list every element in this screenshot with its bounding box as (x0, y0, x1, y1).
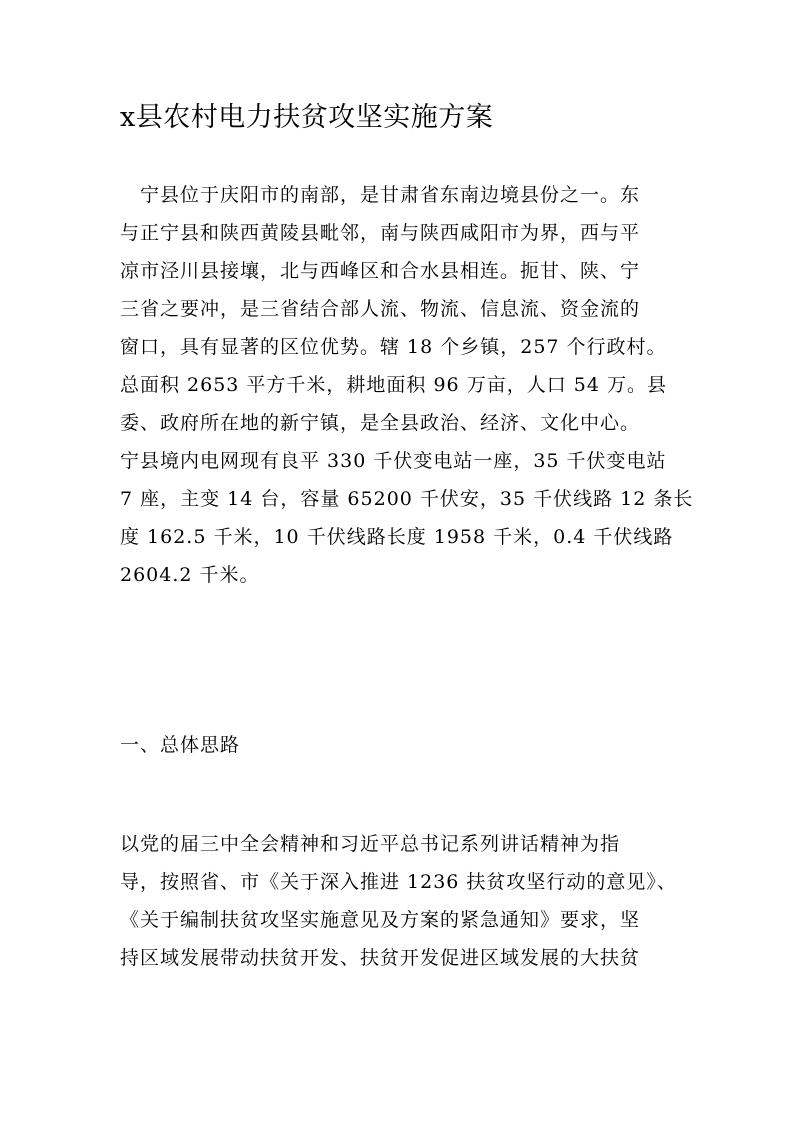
paragraph-line: 持区域发展带动扶贫开发、扶贫开发促进区域发展的大扶贫 (120, 947, 641, 969)
intro-paragraph (120, 176, 694, 594)
paragraph-line: 7 座，主变 14 台，容量 65200 千伏安，35 千伏线路 12 条长 (120, 488, 694, 510)
document-title: x县农村电力扶贫攻坚实施方案 (120, 102, 494, 133)
section-heading: 一、总体思路 (120, 734, 241, 756)
paragraph-line: 与正宁县和陕西黄陵县毗邻，南与陕西咸阳市为界，西与平 (120, 222, 641, 244)
section-paragraph (120, 825, 690, 977)
paragraph-line: 总面积 2653 平方千米，耕地面积 96 万亩，人口 54 万。县 (120, 374, 667, 396)
paragraph-line: 委、政府所在地的新宁镇，是全县政治、经济、文化中心。 (120, 412, 641, 434)
paragraph-line: 三省之要冲，是三省结合部人流、物流、信息流、资金流的 (120, 298, 641, 320)
paragraph-line: 2604.2 千米。 (120, 564, 260, 586)
paragraph-line: 导，按照省、市《关于深入推进 1236 扶贫攻坚行动的意见》、 (120, 871, 677, 893)
paragraph-line: 以党的届三中全会精神和习近平总书记系列讲话精神为指 (120, 833, 621, 855)
paragraph-line: 凉市泾川县接壤，北与西峰区和合水县相连。扼甘、陕、宁 (120, 260, 641, 282)
paragraph-line: 《关于编制扶贫攻坚实施意见及方案的紧急通知》要求，坚 (120, 909, 641, 931)
paragraph-line: 度 162.5 千米，10 千伏线路长度 1958 千米，0.4 千伏线路 (120, 526, 674, 548)
paragraph-line: 宁县位于庆阳市的南部，是甘肃省东南边境县份之一。东 (120, 184, 641, 206)
paragraph-line: 窗口，具有显著的区位优势。辖 18 个乡镇，257 个行政村。 (120, 336, 667, 358)
paragraph-line: 宁县境内电网现有良平 330 千伏变电站一座，35 千伏变电站 (120, 450, 667, 472)
